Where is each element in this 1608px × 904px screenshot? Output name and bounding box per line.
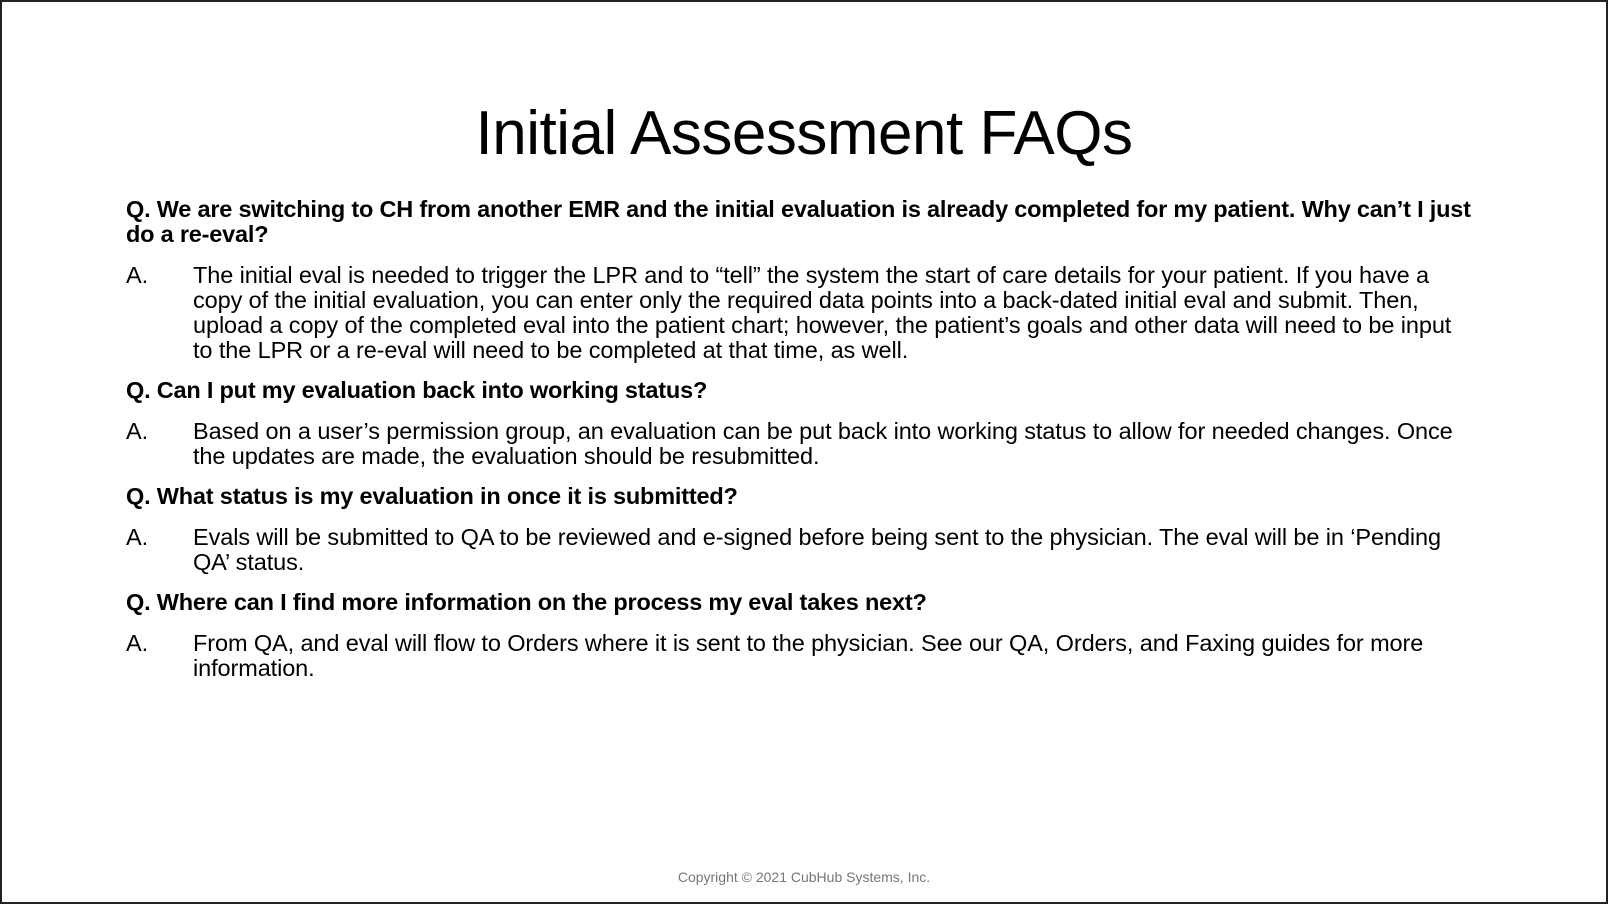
copyright-footer: Copyright © 2021 CubHub Systems, Inc. [677,869,931,885]
answer-marker: A. [126,418,149,444]
faq-list [126,197,1476,681]
faq-item [126,590,1476,681]
slide-title: Initial Assessment FAQs [475,99,1133,168]
faq-item [126,197,1476,363]
answer-text: Based on a user’s permission group, an evaluation can be put back into working status to allow for needed changes. Once the updates are made, the evaluation should be resubmitted. [193,418,1453,469]
answer-marker: A. [126,524,149,550]
faq-answer [126,525,1476,575]
faq-item [126,484,1476,575]
faq-question: Q. We are switching to CH from another EMR and the initial evaluation is already completed for my patient. Why can’t I just do a re-eval? [126,196,1471,247]
faq-question: Q. Can I put my evaluation back into working status? [126,377,708,403]
faq-question: Q. Where can I find more information on the process my eval takes next? [126,589,927,615]
answer-text: Evals will be submitted to QA to be reviewed and e-signed before being sent to the physician. The eval will be in ‘Pending QA’ status. [193,524,1441,575]
faq-answer [126,419,1476,469]
faq-answer [126,263,1476,363]
answer-text: From QA, and eval will flow to Orders where it is sent to the physician. See our QA, Orders, and Faxing guides for more information. [193,630,1424,681]
faq-answer [126,631,1476,681]
answer-marker: A. [126,630,149,656]
answer-text: The initial eval is needed to trigger the LPR and to “tell” the system the start of care details for your patient. If you have a copy of the initial evaluation, you can enter only the required data points into a back-dated initial eval and submit. Then, upload a copy of the completed eval into the patient chart; however, the patient’s goals and other data will need to be input to the LPR or a re-eval will need to be completed at that time, as well. [193,262,1452,363]
faq-question: Q. What status is my evaluation in once it is submitted? [126,483,738,509]
faq-item [126,378,1476,469]
answer-marker: A. [126,262,149,288]
